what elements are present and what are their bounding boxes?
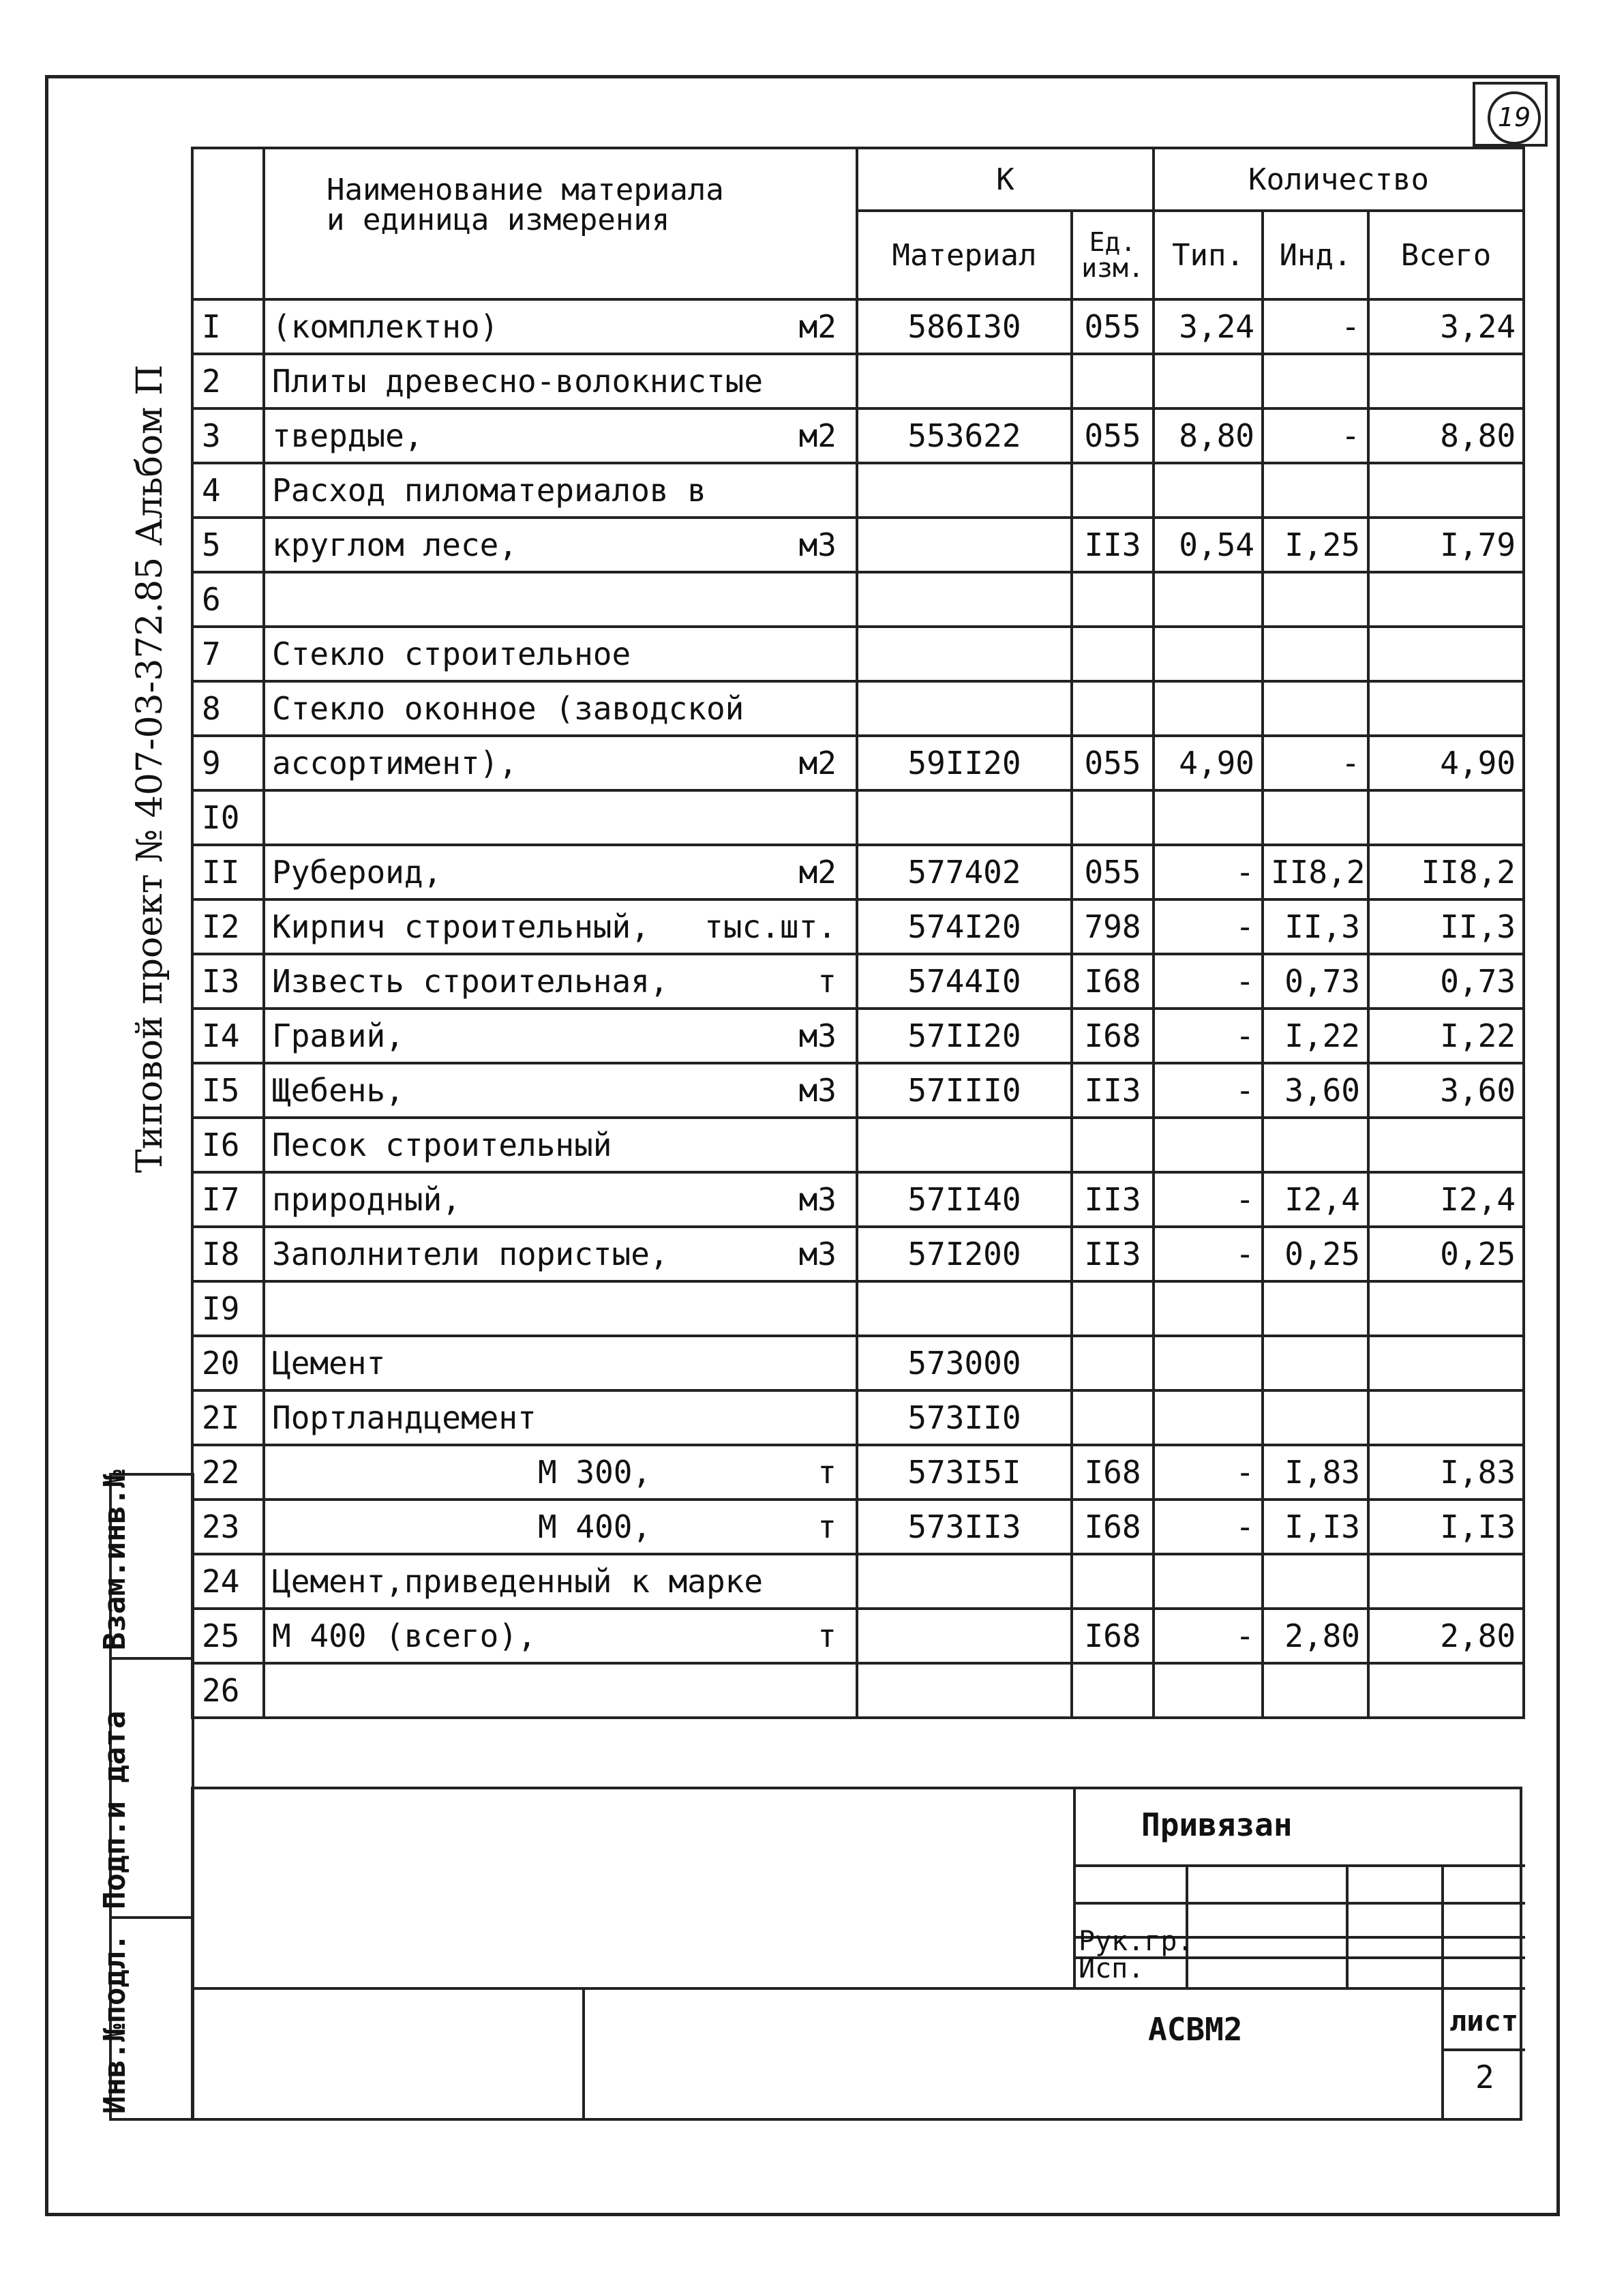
row-number: I0: [192, 790, 264, 845]
material-code: [857, 572, 1072, 627]
row-number: I9: [192, 1281, 264, 1336]
material-code: 57I200: [857, 1227, 1072, 1281]
unit-code: [1072, 1554, 1154, 1609]
item-name-text: Гравий,: [272, 1017, 404, 1054]
qty-individual: II8,2: [1263, 845, 1368, 899]
item-name: [264, 1500, 857, 1554]
qty-individual: 3,60: [1263, 1063, 1368, 1118]
material-code: [857, 627, 1072, 681]
row-number: I2: [192, 899, 264, 954]
unit-code: [1072, 790, 1154, 845]
item-name: [264, 681, 857, 736]
exec-label: Исп.: [1079, 1953, 1145, 1984]
row-number: 26: [192, 1663, 264, 1718]
qty-total: I,79: [1368, 518, 1524, 572]
qty-total: II8,2: [1368, 845, 1524, 899]
row-number: I3: [192, 954, 264, 1009]
table-row: [192, 681, 1524, 736]
item-name: [264, 736, 857, 790]
qty-typical: [1154, 1118, 1263, 1172]
item-unit: т: [817, 1508, 837, 1545]
qty-individual: I,25: [1263, 518, 1368, 572]
qty-typical: [1154, 1554, 1263, 1609]
unit-code: II3: [1072, 1227, 1154, 1281]
item-unit: м3: [798, 1236, 837, 1272]
qty-total: [1368, 790, 1524, 845]
qty-individual: [1263, 572, 1368, 627]
unit-code: [1072, 354, 1154, 408]
material-code: [857, 1118, 1072, 1172]
side-title: Типовой проект № 407-03-372.85 Альбом П: [130, 364, 170, 1173]
row-number: 23: [192, 1500, 264, 1554]
header-ind: Инд.: [1263, 211, 1368, 299]
qty-total: [1368, 1554, 1524, 1609]
row-number: 8: [192, 681, 264, 736]
item-unit: м2: [798, 417, 837, 454]
item-name: [264, 954, 857, 1009]
item-name: [264, 627, 857, 681]
material-code: 57III0: [857, 1063, 1072, 1118]
qty-individual: -: [1263, 736, 1368, 790]
item-unit: м2: [798, 308, 837, 345]
material-code: 573I5I: [857, 1445, 1072, 1500]
row-number: 22: [192, 1445, 264, 1500]
unit-code: I68: [1072, 1445, 1154, 1500]
unit-code: [1072, 627, 1154, 681]
material-code: [857, 1554, 1072, 1609]
table-row: [192, 572, 1524, 627]
qty-typical: -: [1154, 954, 1263, 1009]
table-row: [192, 1281, 1524, 1336]
item-name-text: природный,: [272, 1181, 461, 1218]
material-code: [857, 1609, 1072, 1663]
item-name-text: Заполнители пористые,: [272, 1236, 669, 1272]
qty-individual: -: [1263, 299, 1368, 354]
item-name: [264, 845, 857, 899]
material-code: 573II3: [857, 1500, 1072, 1554]
qty-typical: -: [1154, 845, 1263, 899]
table-row: [192, 1663, 1524, 1718]
item-unit: м3: [798, 1017, 837, 1054]
sheet-number: 2: [1475, 2059, 1494, 2096]
material-code: 553622: [857, 408, 1072, 463]
row-number: 20: [192, 1336, 264, 1390]
table-row: [192, 463, 1524, 518]
material-code: [857, 790, 1072, 845]
table-row: [192, 899, 1524, 954]
table-row: [192, 408, 1524, 463]
qty-total: [1368, 1663, 1524, 1718]
item-name: [264, 463, 857, 518]
item-name: [264, 1336, 857, 1390]
row-number: 25: [192, 1609, 264, 1663]
table-row: [192, 954, 1524, 1009]
qty-individual: 0,25: [1263, 1227, 1368, 1281]
item-unit: м3: [798, 1072, 837, 1109]
qty-total: I,83: [1368, 1445, 1524, 1500]
qty-total: [1368, 1336, 1524, 1390]
item-unit: т: [817, 1617, 837, 1654]
qty-typical: [1154, 1390, 1263, 1445]
material-code: 5744I0: [857, 954, 1072, 1009]
table-row: [192, 1063, 1524, 1118]
table-row: [192, 1554, 1524, 1609]
qty-typical: [1154, 1281, 1263, 1336]
qty-individual: 2,80: [1263, 1609, 1368, 1663]
qty-total: I,22: [1368, 1009, 1524, 1063]
qty-typical: -: [1154, 1172, 1263, 1227]
material-code: 57II20: [857, 1009, 1072, 1063]
item-name: [264, 408, 857, 463]
material-code: 57II40: [857, 1172, 1072, 1227]
qty-individual: [1263, 1281, 1368, 1336]
stamp-sign-date: Подп.и дата: [112, 1660, 192, 1919]
qty-total: I2,4: [1368, 1172, 1524, 1227]
row-number: I8: [192, 1227, 264, 1281]
qty-total: [1368, 572, 1524, 627]
unit-code: 055: [1072, 845, 1154, 899]
table-row: [192, 1172, 1524, 1227]
material-code: [857, 518, 1072, 572]
linked-label: Привязан: [1141, 1806, 1293, 1843]
qty-total: [1368, 1281, 1524, 1336]
item-name: [264, 1554, 857, 1609]
material-code: 577402: [857, 845, 1072, 899]
table-row: [192, 1009, 1524, 1063]
unit-code: 055: [1072, 736, 1154, 790]
unit-code: I68: [1072, 1009, 1154, 1063]
item-name-text: твердые,: [272, 417, 423, 454]
qty-total: 3,60: [1368, 1063, 1524, 1118]
qty-individual: [1263, 463, 1368, 518]
item-unit: м2: [798, 854, 837, 891]
item-name: [264, 1663, 857, 1718]
table-row: [192, 518, 1524, 572]
qty-typical: 0,54: [1154, 518, 1263, 572]
unit-code: 798: [1072, 899, 1154, 954]
qty-individual: II,3: [1263, 899, 1368, 954]
table-row: [192, 845, 1524, 899]
qty-individual: 0,73: [1263, 954, 1368, 1009]
qty-total: I,I3: [1368, 1500, 1524, 1554]
unit-code: [1072, 572, 1154, 627]
qty-typical: [1154, 790, 1263, 845]
qty-total: 0,25: [1368, 1227, 1524, 1281]
qty-individual: [1263, 1663, 1368, 1718]
qty-individual: [1263, 354, 1368, 408]
table-row: [192, 1227, 1524, 1281]
table-row: [192, 299, 1524, 354]
item-name: [264, 1172, 857, 1227]
row-number: I5: [192, 1063, 264, 1118]
row-number: 6: [192, 572, 264, 627]
item-name: [264, 299, 857, 354]
qty-individual: I,I3: [1263, 1500, 1368, 1554]
item-name: [264, 899, 857, 954]
unit-code: [1072, 1118, 1154, 1172]
row-number: 24: [192, 1554, 264, 1609]
item-unit: т: [817, 1454, 837, 1491]
row-number: 2I: [192, 1390, 264, 1445]
row-number: 9: [192, 736, 264, 790]
qty-typical: [1154, 681, 1263, 736]
header-qty-group: Количество: [1154, 148, 1524, 211]
item-name: [264, 790, 857, 845]
item-unit: м3: [798, 1181, 837, 1218]
item-name: [264, 1281, 857, 1336]
qty-typical: [1154, 1663, 1263, 1718]
item-name-text: Расход пиломатериалов в: [272, 472, 706, 509]
qty-individual: [1263, 1554, 1368, 1609]
material-code: 59II20: [857, 736, 1072, 790]
item-name-text: Известь строительная,: [272, 963, 669, 1000]
material-code: 573II0: [857, 1390, 1072, 1445]
table-row: [192, 1500, 1524, 1554]
page-number-box: [1473, 82, 1548, 147]
item-name: [264, 1609, 857, 1663]
table-row: [192, 1118, 1524, 1172]
item-name: [264, 1118, 857, 1172]
unit-code: 055: [1072, 299, 1154, 354]
qty-total: [1368, 1118, 1524, 1172]
item-name: [264, 354, 857, 408]
material-code: [857, 463, 1072, 518]
qty-individual: [1263, 1390, 1368, 1445]
unit-code: 055: [1072, 408, 1154, 463]
qty-total: 4,90: [1368, 736, 1524, 790]
qty-typical: [1154, 354, 1263, 408]
unit-code: [1072, 463, 1154, 518]
header-material: Материал: [857, 211, 1072, 299]
qty-total: 2,80: [1368, 1609, 1524, 1663]
qty-total: [1368, 627, 1524, 681]
qty-individual: I2,4: [1263, 1172, 1368, 1227]
qty-typical: -: [1154, 1445, 1263, 1500]
row-number: 2: [192, 354, 264, 408]
material-code: [857, 1281, 1072, 1336]
header-name: Наименование материала и единица измерения: [264, 148, 857, 299]
unit-code: [1072, 1663, 1154, 1718]
unit-code: [1072, 1336, 1154, 1390]
unit-code: I68: [1072, 954, 1154, 1009]
item-name: [264, 572, 857, 627]
header-typ: Тип.: [1154, 211, 1263, 299]
page-number: 19: [1488, 91, 1541, 145]
unit-code: I68: [1072, 1500, 1154, 1554]
unit-code: II3: [1072, 1172, 1154, 1227]
unit-code: I68: [1072, 1609, 1154, 1663]
qty-total: [1368, 463, 1524, 518]
unit-code: [1072, 1390, 1154, 1445]
item-name-text: круглом лесе,: [272, 526, 518, 563]
item-name-text: М 300,: [538, 1454, 652, 1491]
item-name: [264, 1445, 857, 1500]
item-name-text: (комплектно): [272, 308, 499, 345]
qty-individual: I,83: [1263, 1445, 1368, 1500]
side-stamps: [97, 1470, 194, 2121]
header-unit: Ед. изм.: [1072, 211, 1154, 299]
item-name-text: Песок строительный: [272, 1127, 612, 1163]
item-name: [264, 1227, 857, 1281]
row-number: I4: [192, 1009, 264, 1063]
doc-code: АСВМ2: [1148, 2011, 1243, 2048]
qty-individual: [1263, 681, 1368, 736]
item-name-text: Плиты древесно-волокнистые: [272, 363, 764, 400]
item-name-text: Стекло строительное: [272, 636, 631, 672]
material-code: [857, 1663, 1072, 1718]
material-code: 574I20: [857, 899, 1072, 954]
item-unit: м2: [798, 745, 837, 781]
qty-individual: I,22: [1263, 1009, 1368, 1063]
qty-total: [1368, 1390, 1524, 1445]
stamp-inv-orig: Инв.№подл.: [97, 1933, 132, 2114]
stamp-replace-inv: Взам.инв.№: [112, 1476, 192, 1660]
row-number: II: [192, 845, 264, 899]
item-name-text: Кирпич строительный,: [272, 908, 650, 945]
item-name-text: Щебень,: [272, 1072, 404, 1109]
qty-typical: 4,90: [1154, 736, 1263, 790]
qty-typical: -: [1154, 1009, 1263, 1063]
material-code: 586I30: [857, 299, 1072, 354]
table-row: [192, 354, 1524, 408]
item-name-text: ассортимент),: [272, 745, 518, 781]
qty-individual: [1263, 1118, 1368, 1172]
table-row: [192, 736, 1524, 790]
item-name: [264, 1009, 857, 1063]
table-row: [192, 790, 1524, 845]
qty-total: [1368, 354, 1524, 408]
head-label: Рук.гр.: [1079, 1926, 1194, 1957]
row-number: I: [192, 299, 264, 354]
qty-total: II,3: [1368, 899, 1524, 954]
material-code: [857, 354, 1072, 408]
material-code: [857, 681, 1072, 736]
item-name: [264, 1390, 857, 1445]
item-name-text: Рубероид,: [272, 854, 442, 891]
table-row: [192, 1609, 1524, 1663]
qty-typical: -: [1154, 1063, 1263, 1118]
unit-code: II3: [1072, 518, 1154, 572]
qty-individual: [1263, 790, 1368, 845]
row-number: 3: [192, 408, 264, 463]
qty-typical: [1154, 463, 1263, 518]
qty-typical: -: [1154, 1609, 1263, 1663]
unit-code: [1072, 1281, 1154, 1336]
item-name-text: Цемент,приведенный к марке: [272, 1563, 764, 1600]
item-name-text: М 400,: [538, 1508, 652, 1545]
item-name-text: Цемент: [272, 1345, 386, 1382]
materials-table: [191, 147, 1525, 1719]
qty-typical: [1154, 572, 1263, 627]
qty-individual: [1263, 1336, 1368, 1390]
item-name: [264, 1063, 857, 1118]
qty-individual: -: [1263, 408, 1368, 463]
qty-total: 3,24: [1368, 299, 1524, 354]
table-row: [192, 1445, 1524, 1500]
table-row: [192, 1336, 1524, 1390]
material-code: 573000: [857, 1336, 1072, 1390]
item-name-text: Стекло оконное (заводской: [272, 690, 744, 727]
table-row: [192, 627, 1524, 681]
item-name: [264, 518, 857, 572]
item-unit: т: [817, 963, 837, 1000]
qty-typical: 8,80: [1154, 408, 1263, 463]
table-row: [192, 1390, 1524, 1445]
item-unit: тыс.шт.: [704, 908, 837, 945]
unit-code: [1072, 681, 1154, 736]
qty-typical: 3,24: [1154, 299, 1263, 354]
qty-typical: -: [1154, 1227, 1263, 1281]
row-number: I7: [192, 1172, 264, 1227]
qty-individual: [1263, 627, 1368, 681]
unit-code: II3: [1072, 1063, 1154, 1118]
item-unit: м3: [798, 526, 837, 563]
row-number: 4: [192, 463, 264, 518]
sheet-label: лист: [1449, 2004, 1519, 2038]
row-number: 5: [192, 518, 264, 572]
qty-typical: -: [1154, 899, 1263, 954]
row-number: I6: [192, 1118, 264, 1172]
row-number: 7: [192, 627, 264, 681]
item-name-text: Портландцемент: [272, 1399, 537, 1436]
item-name-text: М 400 (всего),: [272, 1617, 537, 1654]
qty-typical: -: [1154, 1500, 1263, 1554]
qty-typical: [1154, 1336, 1263, 1390]
qty-total: 8,80: [1368, 408, 1524, 463]
qty-typical: [1154, 627, 1263, 681]
header-total: Всего: [1368, 211, 1524, 299]
qty-total: 0,73: [1368, 954, 1524, 1009]
header-num: [192, 148, 264, 299]
title-block: [191, 1787, 1522, 2121]
header-code-group: К: [857, 148, 1154, 211]
qty-total: [1368, 681, 1524, 736]
